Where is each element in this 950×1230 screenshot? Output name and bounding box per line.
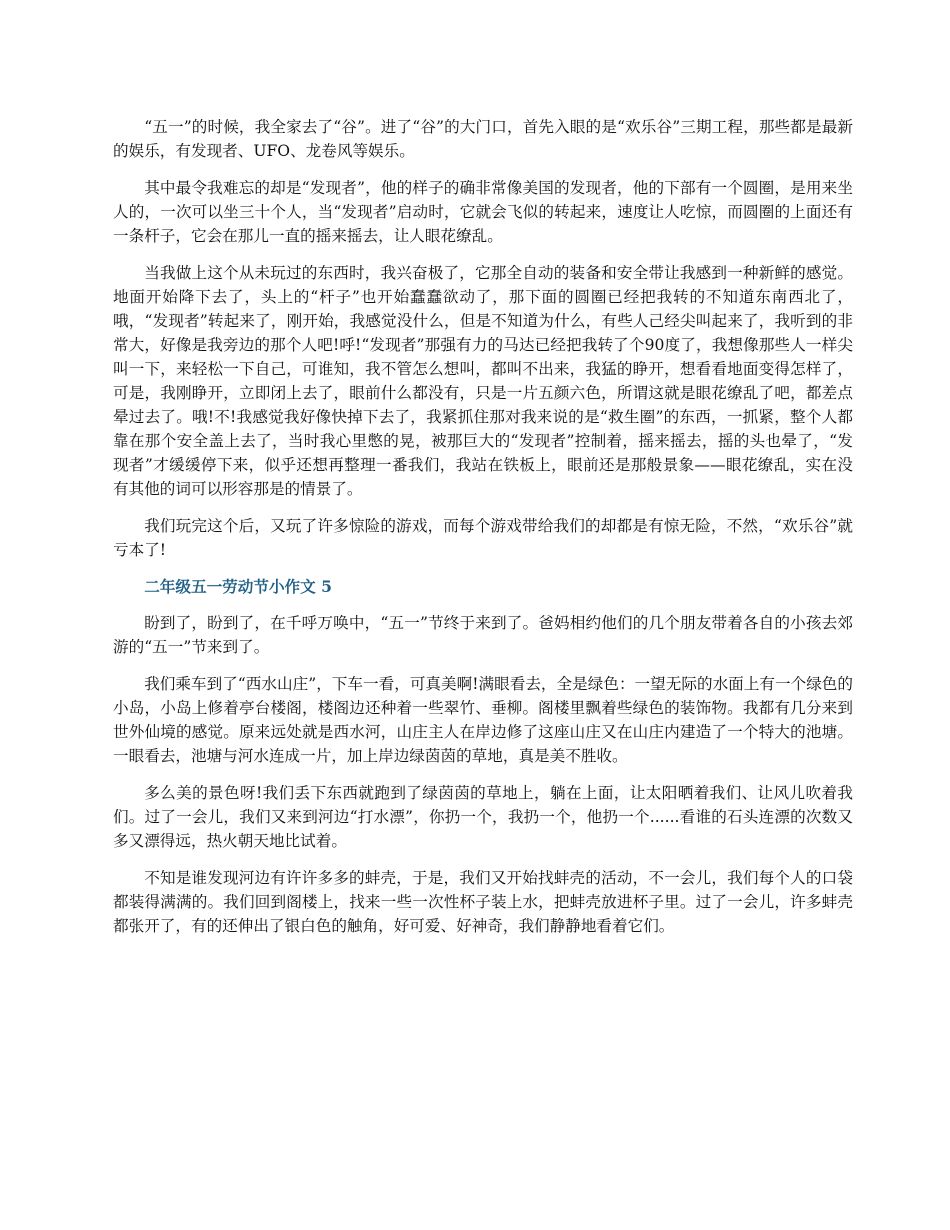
paragraph-skipping-stones: 多么美的景色呀!我们丢下东西就跑到了绿茵茵的草地上，躺在上面，让太阳晒着我们、让风儿吹着我们。过了一会儿，我们又来到河边“打水漂”，你扔一个，我扔一个，他扔一个......看谁的石头连漂的次数又多又漂得远，热火朝天地比试着。 [113, 784, 853, 850]
paragraph-other-games: 我们玩完这个后，又玩了许多惊险的游戏，而每个游戏带给我们的却都是有惊无险，不然，“欢乐谷”就亏本了! [113, 517, 853, 559]
paragraph-discoverer-description: 其中最令我难忘的却是“发现者”，他的样子的确非常像美国的发现者，他的下部有一个圆圈，是用来坐人的，一次可以坐三十个人，当“发现者”启动时，它就会飞似的转起来，速度让人吃惊，而圆圈的上面还有一条杆子，它会在那儿一直的摇来摇去，让人眼花缭乱。 [113, 179, 853, 245]
paragraph-arrival: “五一”的时候，我全家去了“谷”。进了“谷”的大门口，首先入眼的是“欢乐谷”三期工程，那些都是最新的娱乐，有发现者、UFO、龙卷风等娱乐。 [113, 118, 853, 160]
paragraph-holiday-arrives: 盼到了，盼到了，在千呼万唤中，“五一”节终于来到了。爸妈相约他们的几个朋友带着各自的小孩去郊游的“五一”节来到了。 [113, 614, 853, 656]
paragraph-clam-shells: 不知是谁发现河边有许许多多的蚌壳，于是，我们又开始找蚌壳的活动，不一会儿，我们每个人的口袋都装得满满的。我们回到阁楼上，找来一些一次性杯子装上水，把蚌壳放进杯子里。过了一会儿，许多蚌壳都张开了，有的还伸出了银白色的触角，好可爱、好神奇，我们静静地看着它们。 [113, 869, 853, 935]
paragraph-xishui-villa: 我们乘车到了“西水山庄”，下车一看，可真美啊!满眼看去，全是绿色：一望无际的水面上有一个绿色的小岛，小岛上修着亭台楼阁，楼阁边还种着一些翠竹、垂柳。阁楼里飘着些绿色的装饰物。我都有几分来到世外仙境的感觉。原来远处就是西水河，山庄主人在岸边修了这座山庄又在山庄内建造了一个特大的池塘。一眼看去，池塘与河水连成一片，加上岸边绿茵茵的草地，真是美不胜收。 [113, 675, 853, 765]
paragraph-ride-experience: 当我做上这个从未玩过的东西时，我兴奋极了，它那全自动的装备和安全带让我感到一种新鲜的感觉。地面开始降下去了，头上的“杆子”也开始蠢蠢欲动了，那下面的圆圈已经把我转的不知道东南西北了，哦，“发现者”转起来了，刚开始，我感觉没什么，但是不知道为什么，有些人己经尖叫起来了，我听到的非常大，好像是我旁边的那个人吧!呼!“发现者”那强有力的马达已经把我转了个90度了，我想像那些人一样尖叫一下，来轻松一下自己，可谁知，我不管怎么想叫，都叫不出来，我猛的睁开，想看看地面变得怎样了，可是，我刚睁开，立即闭上去了，眼前什么都没有，只是一片五颜六色，所谓这就是眼花缭乱了吧，都差点晕过去了。哦!不!我感觉我好像快掉下去了，我紧抓住那对我来说的是“救生圈”的东西，一抓紧，整个人都靠在那个安全盖上去了，当时我心里憋的晃，被那巨大的“发现者”控制着，摇来摇去，摇的头也晕了，“发现者”才缓缓停下来，似乎还想再整理一番我们，我站在铁板上，眼前还是那般景象——眼花缭乱，实在没有其他的词可以形容那是的情景了。 [113, 264, 853, 498]
document-page [113, 115, 853, 951]
essay-5-heading: 二年级五一劳动节小作文 5 [144, 577, 332, 596]
